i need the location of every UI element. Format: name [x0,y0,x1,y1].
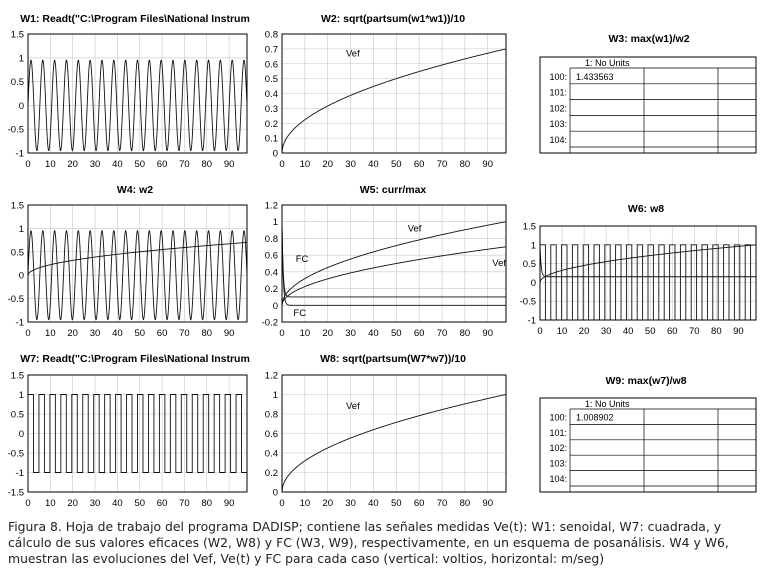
table-row-label: 101: [549,427,567,438]
x-tick-label: 10 [299,328,311,339]
x-tick-label: 0 [537,326,543,337]
y-tick-label: 0.2 [264,468,278,479]
x-tick-label: 0 [279,498,285,509]
figure-caption: Figura 8. Hoja de trabajo del programa DADISP; contiene las señales medidas Ve(t): W1: senoidal, W7: cuadrada, y cálculo de sus valores eficaces (W2, W8) y FC (W3, W9), respectivamente, en un esquema de posanálisis. W4 y W6, muestran las evoluciones del Vef, Ve(t) y FC para cada caso (vertical: voltios, horizontal: m/seg) [8,519,729,566]
table-row-label: 104: [549,135,567,145]
plot-frame [28,205,247,322]
table-row-label: 101: [549,87,567,98]
chart-w1 [8,13,250,170]
y-tick-label: 1 [272,217,278,229]
x-tick-label: 10 [45,498,56,509]
x-tick-label: 10 [45,328,56,339]
x-tick-label: 80 [459,498,471,509]
x-tick-label: 80 [201,498,213,509]
x-tick-label: 40 [112,328,123,339]
x-tick-label: 30 [89,328,101,339]
y-tick-label: -0.5 [519,296,536,308]
table-row-label: 100: [549,71,567,82]
chart-title: W6: w8 [627,203,665,215]
series-line-vef [282,395,506,493]
y-tick-label: 0.5 [10,77,24,89]
x-tick-label: 90 [223,498,235,509]
x-tick-label: 10 [299,159,311,170]
y-tick-label: 0.5 [10,247,24,259]
y-tick-label: 0.2 [264,118,278,130]
y-tick-label: 0.5 [264,74,278,86]
y-tick-label: 1 [18,223,24,235]
y-tick-label: 0 [530,277,536,289]
table-column-header: 1: No Units [585,399,630,409]
x-tick-label: 90 [482,498,494,509]
x-tick-label: 40 [622,326,634,337]
y-tick-label: 1.5 [10,29,24,41]
y-tick-label: 1.2 [264,200,278,212]
x-tick-label: 80 [201,328,213,339]
chart-w4 [8,184,247,339]
x-tick-label: 60 [413,159,425,170]
y-tick-label: 1.5 [10,200,24,212]
table-row-label: 100: [549,412,567,423]
chart-w7 [8,353,250,509]
y-tick-label: 0.8 [264,233,278,245]
y-tick-label: 1 [18,53,24,65]
chart-title: W1: Readt("C:\Program Files\National Instrum [20,13,250,25]
x-tick-label: 20 [67,328,78,339]
x-tick-label: 30 [89,159,101,170]
x-tick-label: 40 [112,498,123,509]
x-tick-label: 70 [179,498,190,509]
x-tick-label: 60 [156,159,168,170]
x-tick-label: 60 [156,328,168,339]
y-tick-label: 0.6 [264,429,278,440]
y-tick-label: 1 [272,390,278,401]
plot-frame [28,34,247,153]
y-tick-label: 1.2 [264,370,278,382]
series-annotation: Vef [346,401,360,413]
chart-w2 [265,13,506,170]
y-tick-label: -0.2 [261,317,278,329]
x-tick-label: 50 [390,328,402,339]
y-tick-label: 0 [272,487,278,499]
y-tick-label: 0.5 [522,259,536,271]
chart-w8 [265,353,506,509]
x-tick-label: 70 [179,328,190,339]
y-tick-label: 0 [18,429,24,440]
table-title: W9: max(w7)/w8 [605,375,687,387]
x-tick-label: 90 [482,159,494,170]
table-row-label: 102: [549,103,567,114]
x-tick-label: 0 [25,159,31,170]
series-annotation: Vef [492,258,507,270]
table-cell-value: 1.008902 [576,412,614,423]
table-column-header: 1: No Units [585,58,630,68]
table-frame [540,398,756,492]
chart-w6 [520,203,756,337]
y-tick-label: 0.3 [264,103,278,115]
series-line-vef [282,49,506,153]
y-tick-label: 0 [18,100,24,112]
x-tick-label: 0 [25,328,31,339]
x-tick-label: 20 [67,159,78,170]
y-tick-label: 0.2 [264,284,278,296]
table-title: W3: max(w1)/w2 [608,33,690,45]
table-w3 [540,33,756,153]
x-tick-label: 80 [459,328,471,339]
table-cell-value: 1.433563 [576,71,614,82]
x-tick-label: 70 [688,326,700,337]
series-annotation: FC [295,253,309,265]
x-tick-label: 60 [666,326,678,337]
y-tick-label: -0.5 [7,294,24,306]
x-tick-label: 0 [279,328,285,339]
x-tick-label: 70 [436,498,448,509]
x-tick-label: 0 [25,498,31,509]
x-tick-label: 0 [279,159,285,170]
chart-title: W4: w2 [116,184,154,196]
x-tick-label: 30 [89,498,101,509]
x-tick-label: 70 [436,159,448,170]
y-tick-label: 0.4 [264,448,278,460]
x-tick-label: 50 [134,159,146,170]
y-tick-label: 0 [18,270,24,282]
x-tick-label: 60 [413,498,425,509]
y-tick-label: -1.5 [7,487,24,499]
y-tick-label: -1 [15,468,24,479]
y-tick-label: 0.5 [10,409,24,421]
y-tick-label: -0.5 [7,124,24,136]
chart-title: W8: sqrt(partsum(W7*w7))/10 [320,353,466,365]
y-tick-label: 1 [18,390,24,401]
x-tick-label: 70 [179,159,190,170]
y-tick-label: -1 [15,148,24,160]
table-row-label: 103: [549,458,567,469]
y-tick-label: 0.4 [264,89,278,100]
table-row-label: 102: [549,443,567,454]
x-tick-label: 40 [368,159,379,170]
x-tick-label: 10 [556,326,568,337]
y-tick-label: -0.5 [7,448,24,460]
x-tick-label: 20 [322,498,334,509]
y-tick-label: 0.8 [264,409,278,421]
series-annotation: FC [293,308,307,320]
x-tick-label: 50 [390,498,402,509]
y-tick-label: 0.6 [264,250,278,262]
x-tick-label: 60 [413,328,425,339]
chart-w5 [262,184,507,339]
series-annotation: Vef [346,48,360,60]
x-tick-label: 20 [322,328,334,339]
x-tick-label: 90 [733,326,744,337]
x-tick-label: 20 [322,159,334,170]
chart-title: W5: curr/max [359,184,427,196]
x-tick-label: 90 [223,159,235,170]
table-frame [540,57,756,153]
x-tick-label: 40 [368,498,379,509]
series-line-cuadrada [28,395,247,473]
x-tick-label: 30 [345,328,356,339]
x-tick-label: 90 [223,328,235,339]
y-tick-label: -1 [15,317,24,329]
x-tick-label: 20 [578,326,590,337]
y-tick-label: 1 [530,240,536,252]
series-line-vef [28,242,247,275]
table-row-label: 104: [549,474,567,484]
y-tick-label: 0.1 [264,133,278,145]
x-tick-label: 30 [345,159,356,170]
y-tick-label: 0.8 [264,29,278,41]
x-tick-label: 70 [436,328,448,339]
x-tick-label: 20 [67,498,78,509]
x-tick-label: 50 [134,328,146,339]
x-tick-label: 10 [299,498,311,509]
chart-title: W2: sqrt(partsum(w1*w1))/10 [320,13,466,25]
x-tick-label: 50 [644,326,656,337]
x-tick-label: 30 [600,326,612,337]
chart-title: W7: Readt("C:\Program Files\National Instrum [20,353,250,365]
y-tick-label: 0 [272,300,278,312]
y-tick-label: 0.7 [264,44,278,56]
y-tick-label: -1 [527,315,536,327]
table-w9 [540,375,756,492]
y-tick-label: 0 [272,148,278,160]
x-tick-label: 40 [112,159,123,170]
x-tick-label: 80 [459,159,471,170]
x-tick-label: 30 [345,498,356,509]
y-tick-label: 1.5 [10,370,24,382]
series-line-fc [282,222,506,297]
x-tick-label: 50 [390,159,402,170]
x-tick-label: 40 [368,328,379,339]
y-tick-label: 0.6 [264,59,278,71]
x-tick-label: 80 [201,159,213,170]
x-tick-label: 90 [482,328,494,339]
x-tick-label: 10 [45,159,56,170]
y-tick-label: 0.4 [264,267,278,279]
x-tick-label: 80 [711,326,722,337]
x-tick-label: 60 [156,498,168,509]
x-tick-label: 50 [134,498,146,509]
table-row-label: 103: [549,119,567,130]
y-tick-label: 1.5 [522,221,536,233]
series-annotation: Vef [407,223,422,235]
